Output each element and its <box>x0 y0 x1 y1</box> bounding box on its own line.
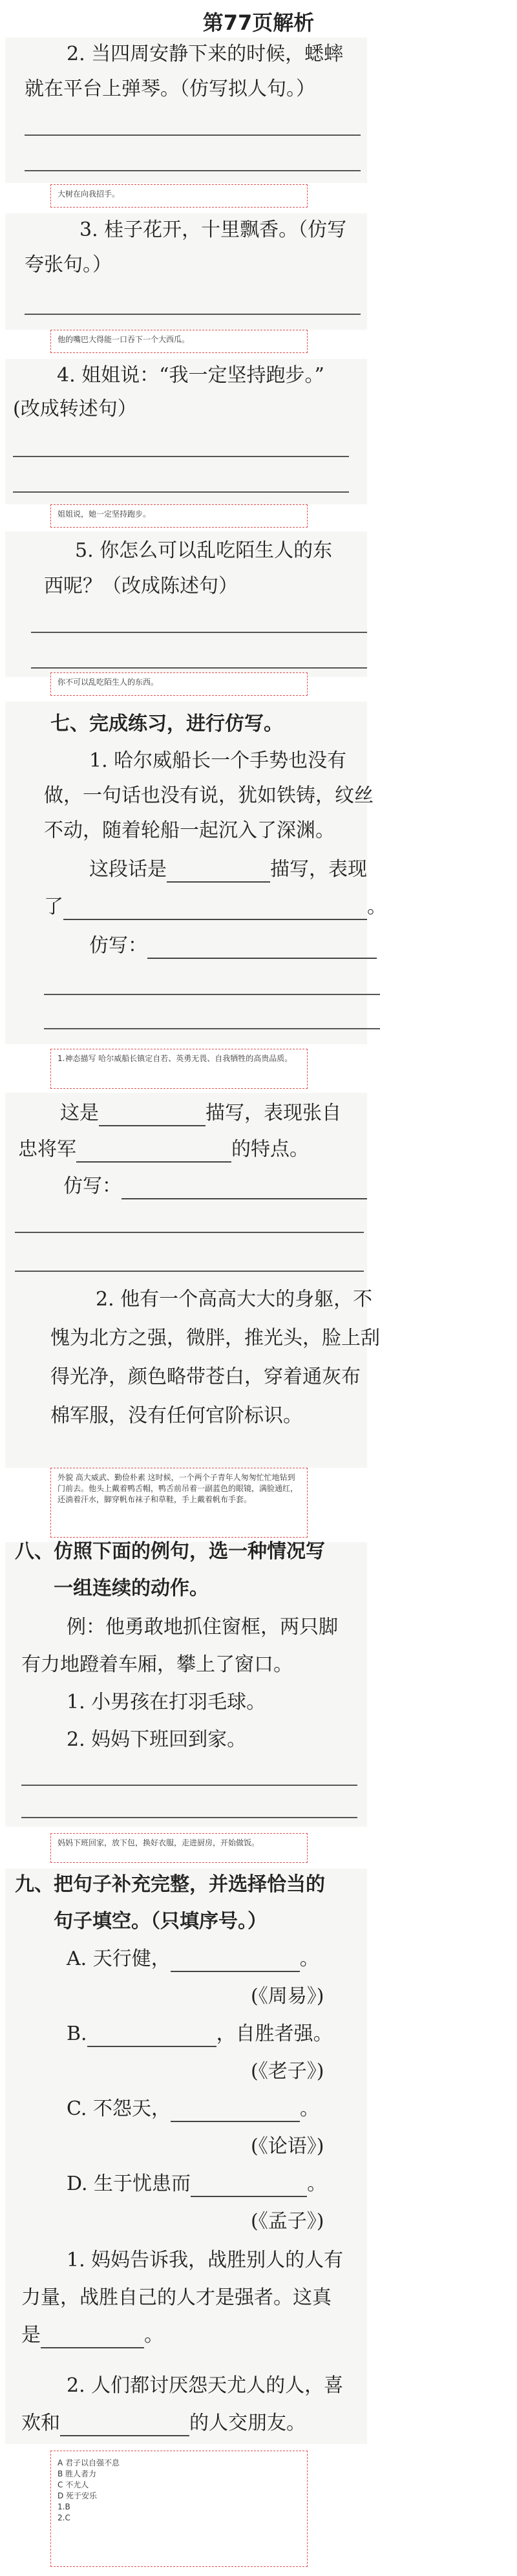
blank[interactable] <box>63 899 367 920</box>
section-8-body-scan <box>5 1542 367 1827</box>
question-2-scan <box>5 38 367 183</box>
answer-line <box>21 1785 357 1786</box>
q2-answer-box <box>50 184 308 208</box>
s7-fangxie-label: 仿写： <box>89 934 147 957</box>
section-7-heading: 七、完成练习，进行仿写。 <box>50 713 283 735</box>
s9-item-c-end: 。 <box>299 2098 319 2120</box>
s9-item-d-end: 。 <box>307 2173 327 2195</box>
q5-text-line-2: 西呢？（改成陈述句） <box>44 575 238 597</box>
blank[interactable] <box>167 862 270 883</box>
section-7-scan <box>5 702 386 1044</box>
s7-passage-2-line-4: 棉军服，没有任何官阶标识。 <box>50 1404 302 1427</box>
s7-answer-box-1 <box>50 1049 308 1089</box>
s7-fill-text: 描写，表现 <box>270 858 367 881</box>
page-title: 第77页解析 <box>202 10 315 35</box>
q3-answer-text: 他的嘴巴大得能一口吞下一个大西瓜。 <box>58 335 190 344</box>
blank[interactable] <box>121 1179 367 1199</box>
s9-q2-end: 的人交朋友。 <box>189 2412 306 2434</box>
s7-fangxie-line <box>89 933 377 959</box>
s7-fill-line-4 <box>18 1137 309 1163</box>
answer-line <box>25 314 361 315</box>
s7-fangxie-label: 仿写： <box>63 1175 121 1197</box>
answer-line <box>21 1817 357 1818</box>
s7-fangxie-line-2 <box>63 1174 367 1199</box>
s9-item-c-text: C. 不怨天， <box>67 2098 171 2120</box>
section-9-scan <box>5 1869 367 2373</box>
question-3-scan <box>5 213 367 330</box>
s9-q1-end: 。 <box>144 2324 164 2346</box>
section-8-heading-line-2: 一组连续的动作。 <box>54 1577 209 1600</box>
question-5-scan <box>5 531 367 677</box>
s9-answer-line: A 君子以自强不息 <box>58 2458 120 2467</box>
s9-source-c: (《论语》) <box>251 2135 324 2158</box>
q4-text-line-1: 4. 姐姐说：“我一定坚持跑步。” <box>57 364 324 387</box>
section-9-heading-line-1: 九、把句子补充完整，并选择恰当的 <box>15 1873 325 1896</box>
blank[interactable] <box>60 2416 189 2436</box>
s8-item-2: 2. 妈妈下班回到家。 <box>67 1728 247 1751</box>
s7-answer-1-text: 1.神态描写 哈尔威船长镇定自若、英勇无畏、自我牺牲的高贵品质。 <box>58 1054 293 1063</box>
s9-answer-line: B 胜人者力 <box>58 2469 97 2478</box>
s9-item-d <box>67 2171 326 2197</box>
s9-question-1-line-2: 力量，战胜自己的人才是强者。这真 <box>21 2286 332 2309</box>
s7-passage-line-1: 1. 哈尔威船长一个手势也没有 <box>89 749 347 772</box>
s8-answer-box <box>50 1833 308 1863</box>
s8-answer-text: 妈妈下班回家，放下包，换好衣服，走进厨房，开始做饭。 <box>58 1838 260 1847</box>
s7-passage-line-3: 不动，随着轮船一起沉入了深渊。 <box>44 819 335 842</box>
s7-fill-text: 的特点。 <box>231 1138 309 1161</box>
blank[interactable] <box>147 938 377 959</box>
answer-line <box>44 1028 380 1029</box>
blank[interactable] <box>87 2026 216 2047</box>
q4-answer-text: 姐姐说，她一定坚持跑步。 <box>58 510 151 519</box>
answer-line <box>31 667 367 669</box>
s9-item-b <box>67 2021 333 2047</box>
blank[interactable] <box>171 1951 300 1972</box>
s7-passage-2-line-3: 得光净，颜色略带苍白，穿着通灰布 <box>50 1366 361 1388</box>
q5-text-line-1: 5. 你怎么可以乱吃陌生人的东 <box>75 539 333 562</box>
answer-line <box>13 491 349 493</box>
s7-fill-line-1 <box>89 857 367 883</box>
s7-fill-text: 描写，表现张自 <box>206 1102 341 1124</box>
s9-source-b: (《老子》) <box>251 2060 324 2083</box>
s8-item-1: 1. 小男孩在打羽毛球。 <box>67 1691 266 1713</box>
blank[interactable] <box>99 1106 206 1126</box>
q5-answer-box <box>50 672 308 696</box>
s7-fill-text: 忠将军 <box>18 1138 76 1161</box>
section-8-heading-line-1: 八、仿照下面的例句，选一种情况写 <box>15 1540 325 1563</box>
q2-text-line-1: 2. 当四周安静下来的时候，蟋蟀 <box>67 43 344 65</box>
s7-fill-text: 。 <box>367 896 386 918</box>
s9-answer-line: 2.C <box>58 2513 70 2522</box>
s9-question-2-line-1: 2. 人们都讨厌怨天尤人的人，喜 <box>67 2374 344 2397</box>
q3-answer-box <box>50 330 308 353</box>
section-7-part-2-scan <box>5 1093 380 1468</box>
s9-source-d: (《孟子》) <box>251 2210 324 2233</box>
q4-text-line-2: (改成转述句） <box>13 398 137 420</box>
s7-passage-line-2: 做，一句话也没有说，犹如铁铸，纹丝 <box>44 784 374 807</box>
s7-passage-2-line-2: 愧为北方之强，微胖，推光头，脸上刮 <box>50 1327 380 1349</box>
s9-item-b-label: B. <box>67 2023 87 2045</box>
s7-fill-line-3 <box>60 1100 341 1126</box>
q3-text-line-2: 夸张句。） <box>25 253 112 276</box>
s8-example-line-1: 例：他勇敢地抓住窗框，两只脚 <box>67 1616 338 1638</box>
s7-fill-line-2 <box>44 894 386 920</box>
s9-answer-line: 1.B <box>58 2502 70 2511</box>
s9-question-1-line-3 <box>21 2323 164 2348</box>
s7-answer-2-text: 外貌 高大威武、勤俭朴素 这时候，一个两个子青年人匆匆忙忙地钻到门前去。他头上戴着鸭舌帽，鸭舌前吊着一副蓝色的眼镜，满脸通红，还淌着汗水，脚穿帆布袜子和草鞋，手上戴着帆布手套。 <box>58 1473 299 1504</box>
s9-item-a-end: 。 <box>299 1948 319 1970</box>
s9-item-d-text: D. 生于忧患而 <box>67 2173 191 2195</box>
blank[interactable] <box>191 2176 307 2197</box>
answer-line <box>31 632 367 633</box>
s7-fill-text: 这是 <box>60 1102 99 1124</box>
q2-text-line-2: 就在平台上弹琴。（仿写拟人句。） <box>25 78 315 100</box>
s9-question-2-line-2 <box>21 2410 306 2436</box>
s9-item-a <box>67 1946 319 1972</box>
s9-item-b-end: ，自胜者强。 <box>216 2023 333 2045</box>
section-9-heading-line-2: 句子填空。（只填序号。） <box>54 1910 267 1933</box>
answer-line <box>25 170 361 171</box>
s8-example-line-2: 有力地蹬着车厢，攀上了窗口。 <box>21 1653 293 1676</box>
s9-question-1-line-1: 1. 妈妈告诉我，战胜别人的人有 <box>67 2249 344 2271</box>
answer-line <box>15 1232 364 1233</box>
s9-q1-text: 是 <box>21 2324 41 2346</box>
q3-text-line-1: 3. 桂子花开，十里飘香。（仿写 <box>79 219 347 241</box>
s7-fill-text: 这段话是 <box>89 858 167 881</box>
s9-answer-line: D 死于安乐 <box>58 2491 98 2500</box>
s7-passage-2-line-1: 2. 他有一个高高大大的身躯，不 <box>96 1288 373 1311</box>
s9-answer-line: C 不尤人 <box>58 2480 89 2489</box>
answer-line <box>15 1271 364 1272</box>
s9-item-c <box>67 2096 319 2122</box>
answer-line <box>25 134 361 136</box>
s9-source-a: (《周易》) <box>251 1985 324 2008</box>
s9-q2-text: 欢和 <box>21 2412 60 2434</box>
q5-answer-text: 你不可以乱吃陌生人的东西。 <box>58 678 159 687</box>
section-9-scan-2 <box>5 2373 367 2444</box>
answer-line <box>13 456 349 457</box>
s7-fill-text: 了 <box>44 896 63 918</box>
question-4-scan <box>5 359 367 504</box>
q4-answer-box <box>50 504 308 528</box>
answer-line <box>44 994 380 995</box>
s9-answer-box <box>50 2451 308 2567</box>
blank[interactable] <box>171 2101 300 2122</box>
q2-answer-text: 大树在向我招手。 <box>58 189 120 199</box>
s9-item-a-text: A. 天行健， <box>67 1948 171 1970</box>
blank[interactable] <box>76 1142 231 1163</box>
blank[interactable] <box>41 2328 144 2348</box>
